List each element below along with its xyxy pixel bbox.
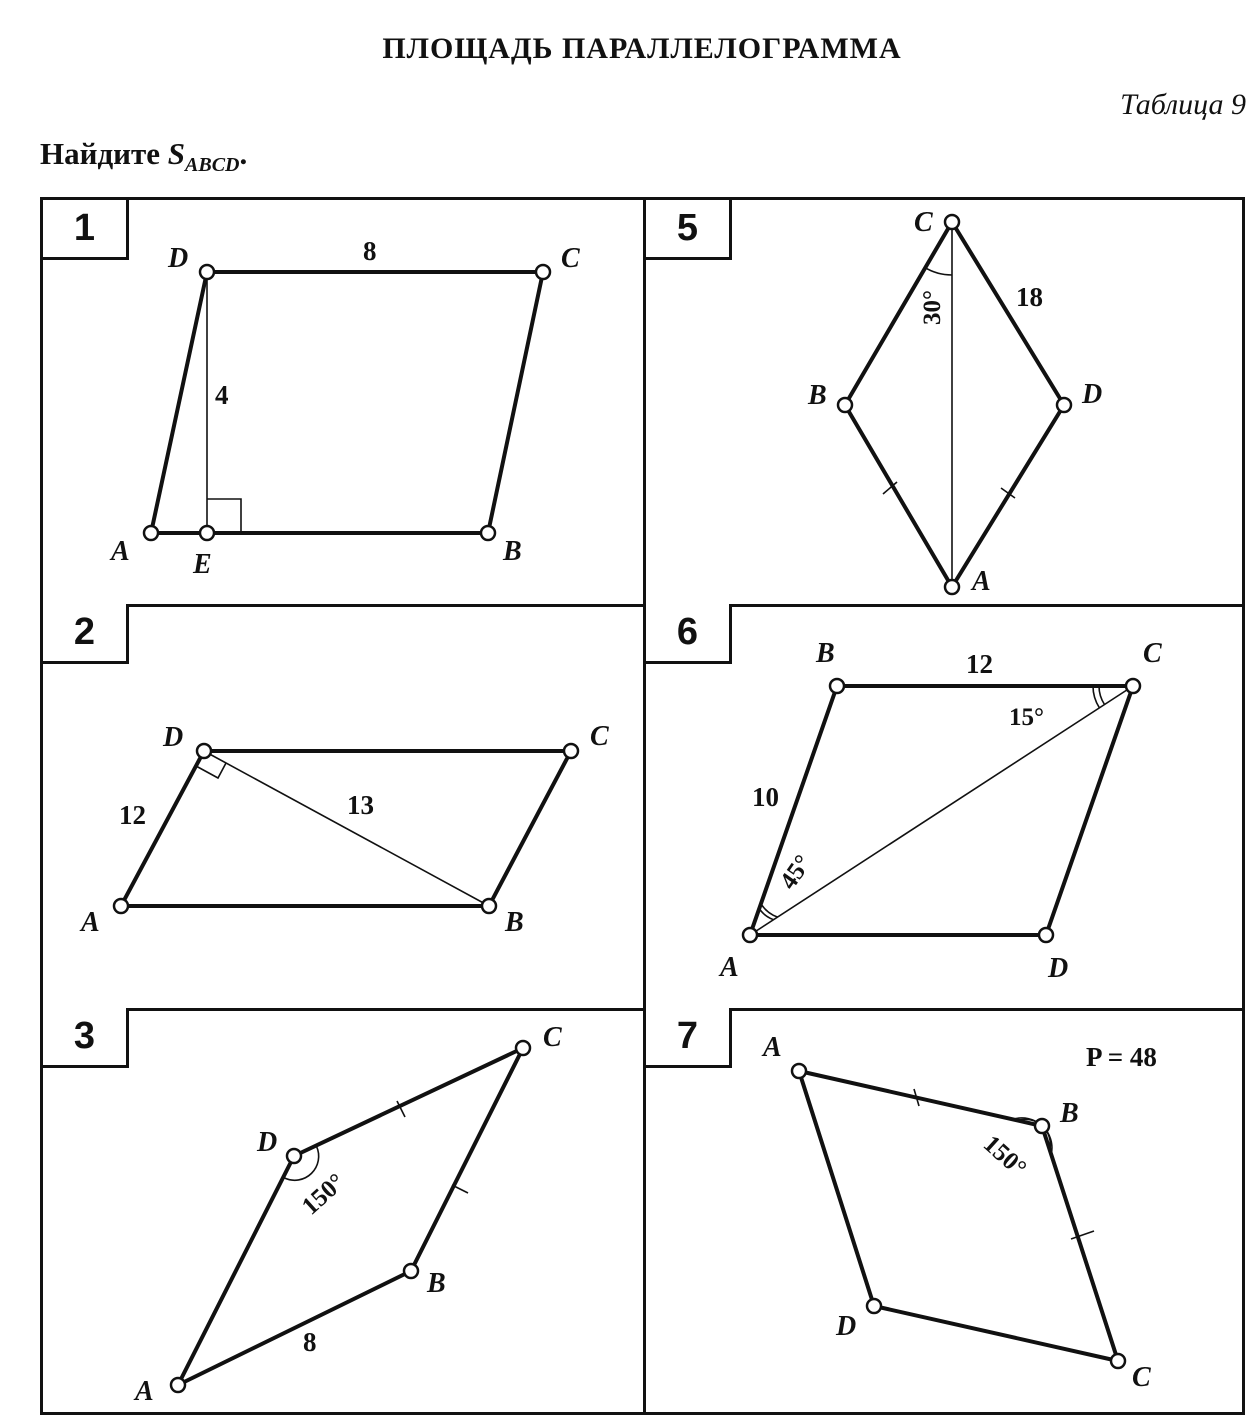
point-a — [743, 928, 757, 942]
point-d — [867, 1299, 881, 1313]
height-value: 4 — [215, 380, 229, 410]
label-a: A — [135, 1376, 154, 1407]
problem-number: 2 — [43, 604, 129, 664]
point-c — [1126, 679, 1140, 693]
table-label: Таблица 9 — [1120, 88, 1246, 121]
point-b — [1035, 1119, 1049, 1133]
label-b: B — [1060, 1098, 1079, 1129]
problem-number: 3 — [43, 1008, 129, 1068]
point-b — [830, 679, 844, 693]
point-e — [200, 526, 214, 540]
label-e: E — [193, 549, 212, 580]
label-a: A — [111, 536, 130, 567]
side-ab-value: 10 — [752, 782, 779, 812]
point-a — [144, 526, 158, 540]
diagonal-ac — [750, 686, 1133, 935]
problem-2-figure — [43, 604, 643, 1008]
point-b — [404, 1264, 418, 1278]
point-c — [1111, 1354, 1125, 1368]
label-c: C — [1132, 1362, 1151, 1393]
label-d: D — [257, 1127, 278, 1158]
angle-arc-c-inner — [1099, 686, 1105, 705]
problem-7 — [646, 1008, 1246, 1412]
label-c: C — [543, 1022, 562, 1053]
angle-c-value: 30° — [919, 290, 946, 325]
rhombus-abcd — [845, 222, 1064, 587]
problem-1-figure — [43, 200, 643, 604]
side-dc-value: 8 — [363, 236, 377, 266]
problem-6-figure — [646, 604, 1246, 1008]
point-b — [838, 398, 852, 412]
label-c: C — [914, 207, 933, 238]
task-instruction — [40, 136, 247, 177]
point-c — [564, 744, 578, 758]
problem-3 — [43, 1008, 643, 1412]
diagonal-db-value: 13 — [347, 790, 374, 820]
parallelogram-abcd — [178, 1048, 523, 1385]
problem-number: 6 — [646, 604, 732, 664]
label-d: D — [1082, 379, 1103, 410]
point-c — [516, 1041, 530, 1055]
point-d — [287, 1149, 301, 1163]
side-ad-value: 12 — [119, 800, 146, 830]
point-d — [200, 265, 214, 279]
label-b: B — [503, 536, 522, 567]
label-d: D — [163, 722, 184, 753]
problems-grid — [40, 197, 1245, 1415]
side-bc-value: 12 — [966, 649, 993, 679]
task-symbol: S — [167, 136, 186, 171]
point-a — [114, 899, 128, 913]
parallelogram-abcd — [151, 272, 543, 533]
problem-7-figure — [646, 1008, 1246, 1418]
diagonal-db — [204, 751, 489, 906]
label-b: B — [808, 380, 827, 411]
point-d — [1057, 398, 1071, 412]
side-ab-value: 8 — [303, 1327, 317, 1357]
label-d: D — [168, 243, 189, 274]
angle-b-value: 150° — [977, 1130, 1032, 1183]
problem-5 — [646, 200, 1246, 604]
task-prefix: Найдите — [40, 136, 168, 171]
problem-6 — [646, 604, 1246, 1008]
label-b: B — [816, 638, 835, 669]
angle-arc-a-outer — [761, 904, 778, 917]
angle-c-value: 15° — [1009, 704, 1044, 731]
angle-d-value: 150° — [296, 1168, 351, 1221]
label-d: D — [1048, 953, 1069, 984]
problem-1 — [43, 200, 643, 604]
point-d — [197, 744, 211, 758]
problem-number: 1 — [43, 200, 129, 260]
point-b — [482, 899, 496, 913]
label-c: C — [561, 243, 580, 274]
problem-number: 7 — [646, 1008, 732, 1068]
label-b: B — [505, 907, 524, 938]
problem-5-figure — [646, 200, 1246, 604]
label-c: C — [1143, 638, 1162, 669]
angle-arc-c — [924, 267, 952, 275]
problem-2 — [43, 604, 643, 1008]
point-a — [792, 1064, 806, 1078]
task-suffix: . — [239, 136, 248, 171]
label-a: A — [763, 1032, 782, 1063]
problem-3-figure — [43, 1008, 643, 1418]
perimeter-note: P = 48 — [1086, 1042, 1157, 1072]
point-c — [536, 265, 550, 279]
label-d: D — [836, 1311, 857, 1342]
label-b: B — [427, 1268, 446, 1299]
point-d — [1039, 928, 1053, 942]
point-a — [171, 1378, 185, 1392]
page-title: ПЛОЩАДЬ ПАРАЛЛЕЛОГРАММА — [382, 32, 902, 65]
point-a — [945, 580, 959, 594]
label-a: A — [81, 907, 100, 938]
label-a: A — [720, 952, 739, 983]
point-c — [945, 215, 959, 229]
label-a: A — [972, 566, 991, 597]
point-b — [481, 526, 495, 540]
problem-number: 5 — [646, 200, 732, 260]
angle-a-value: 45° — [774, 850, 817, 895]
right-angle-mark — [196, 763, 226, 778]
side-cd-value: 18 — [1016, 282, 1043, 312]
task-subscript: ABCD — [185, 154, 240, 177]
label-c: C — [590, 721, 609, 752]
